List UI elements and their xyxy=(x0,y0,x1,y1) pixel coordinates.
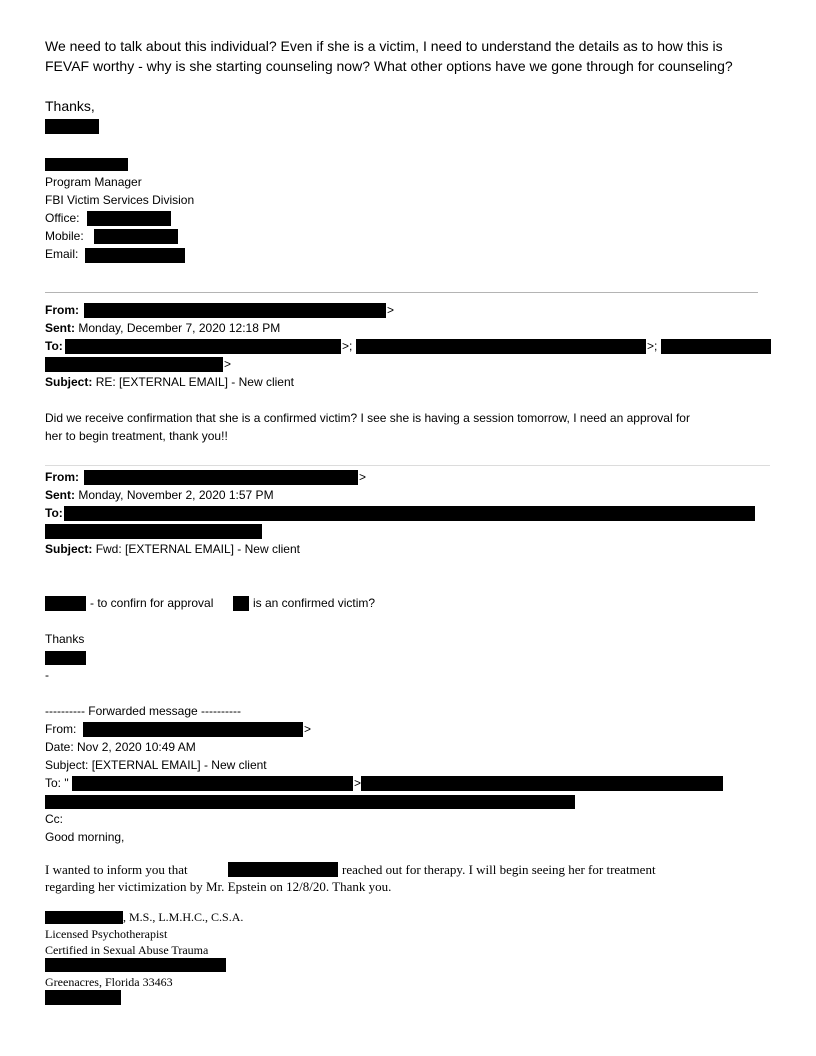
email3-subject-line: Subject: Fwd: [EXTERNAL EMAIL] - New client xyxy=(45,542,300,556)
forwarded-from-label: From: xyxy=(45,722,77,736)
forwarded-subject-line: Subject: [EXTERNAL EMAIL] - New client xyxy=(45,758,267,772)
redacted-therapist-name xyxy=(45,911,123,924)
email2-to-label: To: xyxy=(45,339,63,353)
bracket-close: > xyxy=(359,470,367,484)
email1-body-line1: We need to talk about this individual? Even if she is a victim, I need to understand the details as to how this is xyxy=(45,38,723,54)
therapist-title: Licensed Psychotherapist xyxy=(45,927,168,941)
therapist-city: Greenacres, Florida 33463 xyxy=(45,975,173,989)
email2-body-line1: Did we receive confirmation that she is a confirmed victim? I see she is having a session tomorrow, I need an approval for xyxy=(45,411,690,425)
redacted-name xyxy=(233,596,249,611)
recipient-separator: >; xyxy=(342,339,353,353)
redacted-recipient-3 xyxy=(661,339,771,354)
email3-body-part1: - to confirn for approval xyxy=(90,596,214,610)
separator-line xyxy=(45,465,770,466)
redacted-from-address xyxy=(84,303,386,318)
signature-mobile-label: Mobile: xyxy=(45,229,84,243)
redacted-recipients-cont xyxy=(45,524,262,539)
email1-body-line2: FEVAF worthy - why is she starting counseling now? What other options have we gone through for counseling? xyxy=(45,58,733,74)
forwarded-body-part2: reached out for therapy. I will begin seeing her for treatment xyxy=(342,862,656,877)
email2-sent-line: Sent: Monday, December 7, 2020 12:18 PM xyxy=(45,321,281,335)
redacted-recipient-1 xyxy=(72,776,353,791)
email3-closing: Thanks xyxy=(45,632,85,646)
email3-to-label: To: xyxy=(45,506,63,520)
email3-dash: - xyxy=(45,668,49,682)
bracket-close: > xyxy=(354,776,362,790)
email3-from-label: From: xyxy=(45,470,79,484)
signature-email-label: Email: xyxy=(45,247,79,261)
bracket-close: > xyxy=(387,303,395,317)
redacted-from-address xyxy=(84,470,358,485)
recipient-separator: >; xyxy=(647,339,658,353)
redacted-address-line xyxy=(45,958,226,972)
email2-subject-line: Subject: RE: [EXTERNAL EMAIL] - New client xyxy=(45,375,294,389)
redacted-recipients-cont xyxy=(45,795,575,809)
forwarded-body-line2: regarding her victimization by Mr. Epstein on 12/8/20. Thank you. xyxy=(45,879,392,894)
email3-sent-line: Sent: Monday, November 2, 2020 1:57 PM xyxy=(45,488,274,502)
redacted-recipient-2 xyxy=(361,776,723,791)
signature-org: FBI Victim Services Division xyxy=(45,193,195,207)
redacted-sender-name xyxy=(45,651,86,665)
forwarded-to-label: To: " xyxy=(45,776,69,790)
therapist-certification: Certified in Sexual Abuse Trauma xyxy=(45,943,209,957)
bracket-close: > xyxy=(224,357,232,371)
forwarded-greeting: Good morning, xyxy=(45,830,125,844)
email2-body-line2: her to begin treatment, thank you!! xyxy=(45,429,228,443)
signature-title: Program Manager xyxy=(45,175,142,189)
redacted-sender-name xyxy=(45,119,99,134)
redacted-email-address xyxy=(85,248,185,263)
redacted-recipient-3-cont xyxy=(45,357,223,372)
redacted-phone xyxy=(45,990,121,1005)
separator-line xyxy=(45,292,758,293)
redacted-from-address xyxy=(83,722,303,737)
email1-closing: Thanks, xyxy=(45,98,95,114)
forwarded-body-part1: I wanted to inform you that xyxy=(45,862,188,877)
redacted-recipient-1 xyxy=(65,339,341,354)
redacted-office-phone xyxy=(87,211,171,226)
therapist-credentials: , M.S., L.M.H.C., C.S.A. xyxy=(123,910,244,924)
email3-body-part2: is an confirmed victim? xyxy=(253,596,376,610)
redacted-name xyxy=(45,596,86,611)
signature-office-label: Office: xyxy=(45,211,80,225)
redacted-recipients xyxy=(64,506,755,521)
forwarded-date-line: Date: Nov 2, 2020 10:49 AM xyxy=(45,740,196,754)
forwarded-marker: ---------- Forwarded message ---------- xyxy=(45,704,241,718)
redacted-recipient-2 xyxy=(356,339,646,354)
email2-from-label: From: xyxy=(45,303,79,317)
forwarded-cc-label: Cc: xyxy=(45,812,63,826)
redacted-client-name xyxy=(228,862,338,877)
bracket-close: > xyxy=(304,722,312,736)
redacted-signature-name xyxy=(45,158,128,171)
redacted-mobile-phone xyxy=(94,229,178,244)
